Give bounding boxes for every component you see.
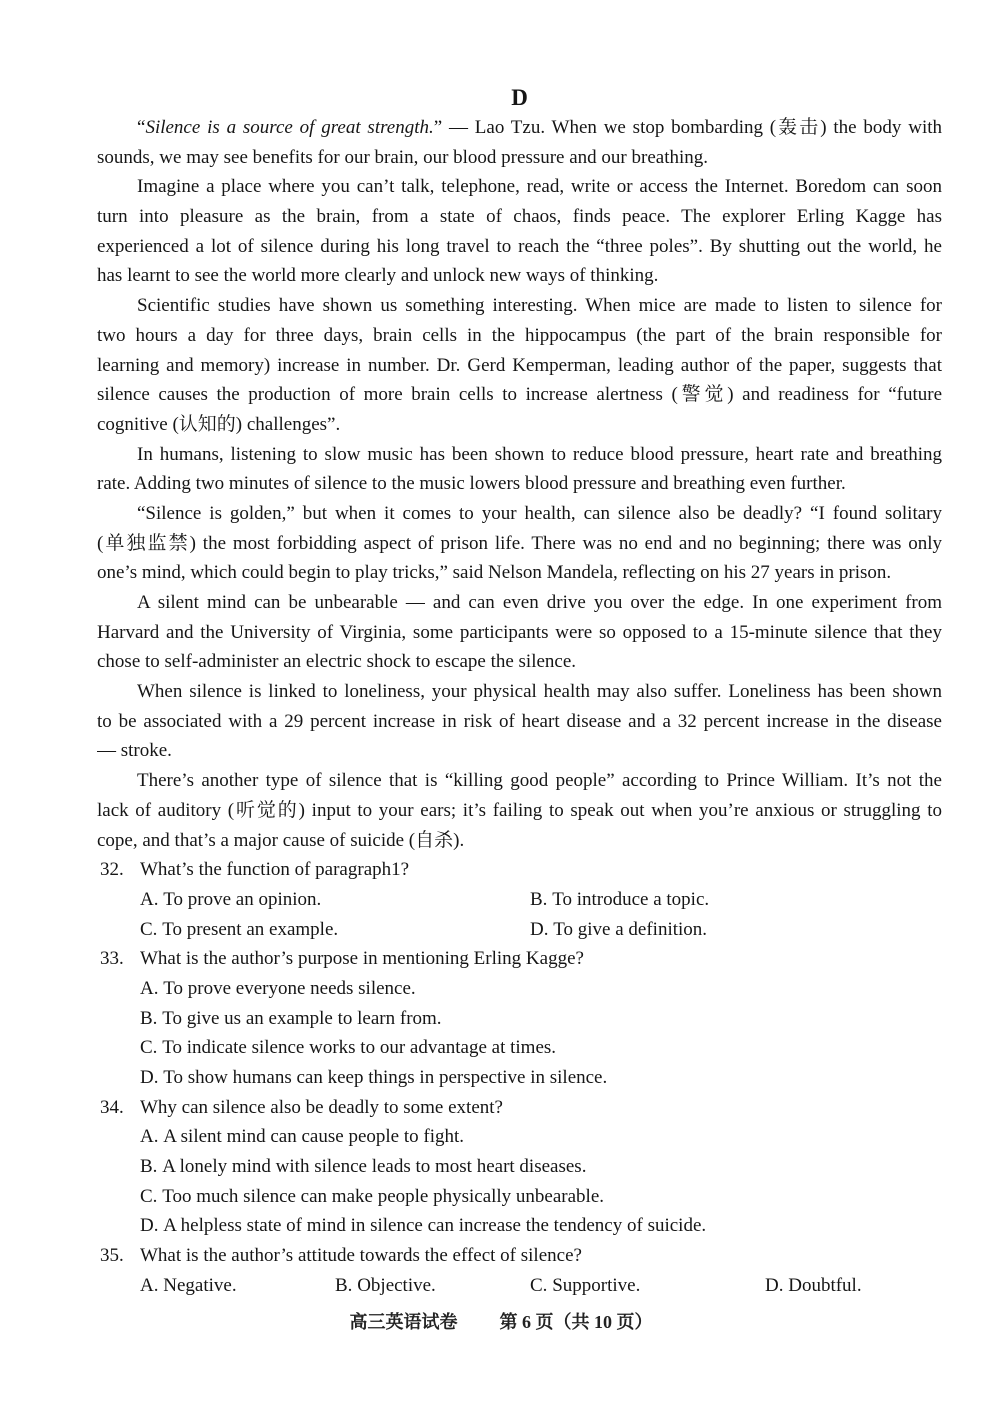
- option-letter: C.: [140, 918, 158, 940]
- passage-line: In humans, listening to slow music has been shown to reduce blood pressure, heart rate and breathing: [137, 443, 942, 465]
- option-letter: B.: [140, 1156, 158, 1178]
- passage-line: [97, 113, 942, 143]
- question-text: What’s the function of paragraph1?: [140, 859, 410, 881]
- footer-exam-title: 高三英语试卷: [349, 1312, 458, 1332]
- option-text: Doubtful.: [788, 1274, 862, 1296]
- option-a: [140, 885, 321, 915]
- option-row: [97, 1004, 942, 1034]
- option-letter: B.: [140, 1007, 158, 1029]
- line-segment: ” — Lao Tzu. When we stop bombarding (轰击) the body with: [433, 117, 942, 138]
- option-text: Too much silence can make people physically unbearable.: [162, 1185, 605, 1207]
- question-text: Why can silence also be deadly to some extent?: [140, 1096, 503, 1118]
- question-text: What is the author’s attitude towards the effect of silence?: [140, 1245, 582, 1267]
- option-a: [140, 1122, 464, 1152]
- option-letter: B.: [530, 888, 548, 910]
- option-letter: C.: [140, 1037, 158, 1059]
- option-text: A silent mind can cause people to fight.: [163, 1126, 464, 1148]
- option-letter: A.: [140, 888, 159, 910]
- question-34: [97, 1093, 942, 1241]
- exam-page: [97, 82, 942, 1301]
- option-a: [140, 974, 416, 1004]
- passage-paragraph: [97, 677, 942, 766]
- option-c: [530, 1271, 640, 1301]
- passage-line: to be associated with a 29 percent increase in risk of heart disease and a 32 percent increase in the disease: [97, 710, 942, 732]
- option-text: To present an example.: [162, 918, 339, 940]
- option-letter: B.: [335, 1274, 353, 1296]
- passage-line: Scientific studies have shown us something interesting. When mice are made to listen to silence for: [137, 295, 942, 317]
- passage-line: has learnt to see the world more clearly and unlock new ways of thinking.: [97, 265, 659, 287]
- option-row: [97, 1033, 942, 1063]
- question-number: 33.: [100, 948, 124, 970]
- question-33: [97, 944, 942, 1092]
- passage-paragraph: [97, 588, 942, 677]
- passage-line: chose to self-administer an electric shock to escape the silence.: [97, 651, 577, 673]
- option-row: [97, 1152, 942, 1182]
- option-text: A lonely mind with silence leads to most heart diseases.: [162, 1156, 587, 1178]
- option-c: [140, 915, 338, 945]
- option-d: [765, 1271, 862, 1301]
- passage-line: Harvard and the University of Virginia, some participants were so opposed to a 15-minute silence that they: [97, 621, 942, 643]
- option-letter: C.: [530, 1274, 548, 1296]
- option-text: To prove an opinion.: [163, 888, 322, 910]
- option-text: A helpless state of mind in silence can increase the tendency of suicide.: [163, 1215, 707, 1237]
- footer-page-info: 第 6 页（共 10 页）: [499, 1312, 653, 1332]
- passage-line: “Silence is golden,” but when it comes to your health, can silence also be deadly? “I found solitary: [137, 502, 942, 524]
- option-row: [97, 1122, 942, 1152]
- option-row: [97, 1271, 942, 1301]
- passage-paragraph: [97, 113, 942, 172]
- question-stem: [97, 1241, 942, 1271]
- passage-line: cope, and that’s a major cause of suicide (自杀).: [97, 829, 465, 851]
- question-number: 32.: [100, 859, 124, 881]
- option-c: [140, 1033, 556, 1063]
- question-stem: [97, 1093, 942, 1123]
- passage-line: Imagine a place where you can’t talk, telephone, read, write or access the Internet. Boredom can soon: [137, 176, 942, 198]
- question-number: 35.: [100, 1245, 124, 1267]
- passage-line: turn into pleasure as the brain, from a state of chaos, finds peace. The explorer Erling Kagge has: [97, 206, 942, 228]
- option-row: [97, 915, 942, 945]
- option-text: To show humans can keep things in perspective in silence.: [163, 1067, 608, 1088]
- passage-paragraph: [97, 499, 942, 588]
- option-row: [97, 885, 942, 915]
- option-letter: D.: [140, 1215, 159, 1237]
- passage-line: sounds, we may see benefits for our brain, our blood pressure and our breathing.: [97, 146, 709, 168]
- page-footer: [0, 1308, 992, 1336]
- option-text: Objective.: [357, 1274, 436, 1296]
- passage-line: experienced a lot of silence during his long travel to reach the “three poles”. By shutting out the world, he: [97, 235, 942, 257]
- question-stem: [97, 944, 942, 974]
- question-number: 34.: [100, 1096, 124, 1118]
- option-b: [335, 1271, 436, 1301]
- option-row: [97, 1182, 942, 1212]
- passage-paragraph: [97, 172, 942, 291]
- option-row: [97, 1063, 942, 1093]
- option-letter: D.: [140, 1067, 159, 1088]
- option-letter: A.: [140, 1126, 159, 1148]
- option-text: To give us an example to learn from.: [162, 1007, 442, 1029]
- option-row: [97, 1211, 942, 1241]
- passage-line: (单独监禁) the most forbidding aspect of prison life. There was no end and no beginning; there was only: [97, 532, 942, 554]
- option-text: To give a definition.: [553, 918, 708, 940]
- question-32: [97, 855, 942, 944]
- option-text: To prove everyone needs silence.: [163, 977, 416, 999]
- passage-line: one’s mind, which could begin to play tricks,” said Nelson Mandela, reflecting on his 27 years in prison.: [97, 562, 892, 584]
- passage-line: two hours a day for three days, brain cells in the hippocampus (the part of the brain responsible for: [97, 324, 942, 346]
- option-letter: C.: [140, 1185, 158, 1207]
- option-b: [140, 1004, 442, 1034]
- option-text: To indicate silence works to our advantage at times.: [162, 1037, 557, 1059]
- option-a: [140, 1271, 237, 1301]
- passage-paragraph: [97, 440, 942, 499]
- section-label: D: [511, 85, 528, 110]
- question-stem: [97, 855, 942, 885]
- passage-line: There’s another type of silence that is “killing good people” according to Prince William. It’s not the: [137, 770, 942, 792]
- passage-paragraph: [97, 291, 942, 439]
- option-text: To introduce a topic.: [552, 888, 710, 910]
- passage-line: — stroke.: [97, 740, 172, 762]
- passage-line: A silent mind can be unbearable — and can even drive you over the edge. In one experiment from: [137, 592, 942, 613]
- option-letter: A.: [140, 977, 159, 999]
- option-text: Negative.: [163, 1274, 237, 1296]
- passage-line: rate. Adding two minutes of silence to the music lowers blood pressure and breathing even further.: [97, 473, 846, 495]
- quote-text: Silence is a source of great strength.: [145, 117, 434, 138]
- question-text: What is the author’s purpose in mentioning Erling Kagge?: [140, 948, 584, 970]
- option-text: Supportive.: [552, 1274, 641, 1296]
- passage-line: lack of auditory (听觉的) input to your ears; it’s failing to speak out when you’re anxious or struggling to: [97, 799, 942, 821]
- passage-line: When silence is linked to loneliness, your physical health may also suffer. Loneliness has been shown: [137, 681, 942, 703]
- reading-passage: [97, 113, 942, 855]
- option-b: [530, 885, 709, 915]
- option-letter: A.: [140, 1274, 159, 1296]
- passage-line: cognitive (认知的) challenges”.: [97, 413, 341, 435]
- option-row: [97, 974, 942, 1004]
- option-d: [530, 915, 707, 945]
- option-b: [140, 1152, 586, 1182]
- passage-paragraph: [97, 766, 942, 855]
- line-segment: “: [137, 117, 146, 138]
- option-d: [140, 1063, 607, 1093]
- passage-line: learning and memory) increase in number. Dr. Gerd Kemperman, leading author of the paper, suggests that: [97, 354, 942, 376]
- option-d: [140, 1211, 706, 1241]
- passage-line: silence causes the production of more brain cells to increase alertness (警觉) and readiness for “future: [97, 384, 942, 406]
- question-35: [97, 1241, 942, 1300]
- option-c: [140, 1182, 604, 1212]
- question-list: [97, 855, 942, 1300]
- option-letter: D.: [530, 918, 549, 940]
- option-letter: D.: [765, 1274, 784, 1296]
